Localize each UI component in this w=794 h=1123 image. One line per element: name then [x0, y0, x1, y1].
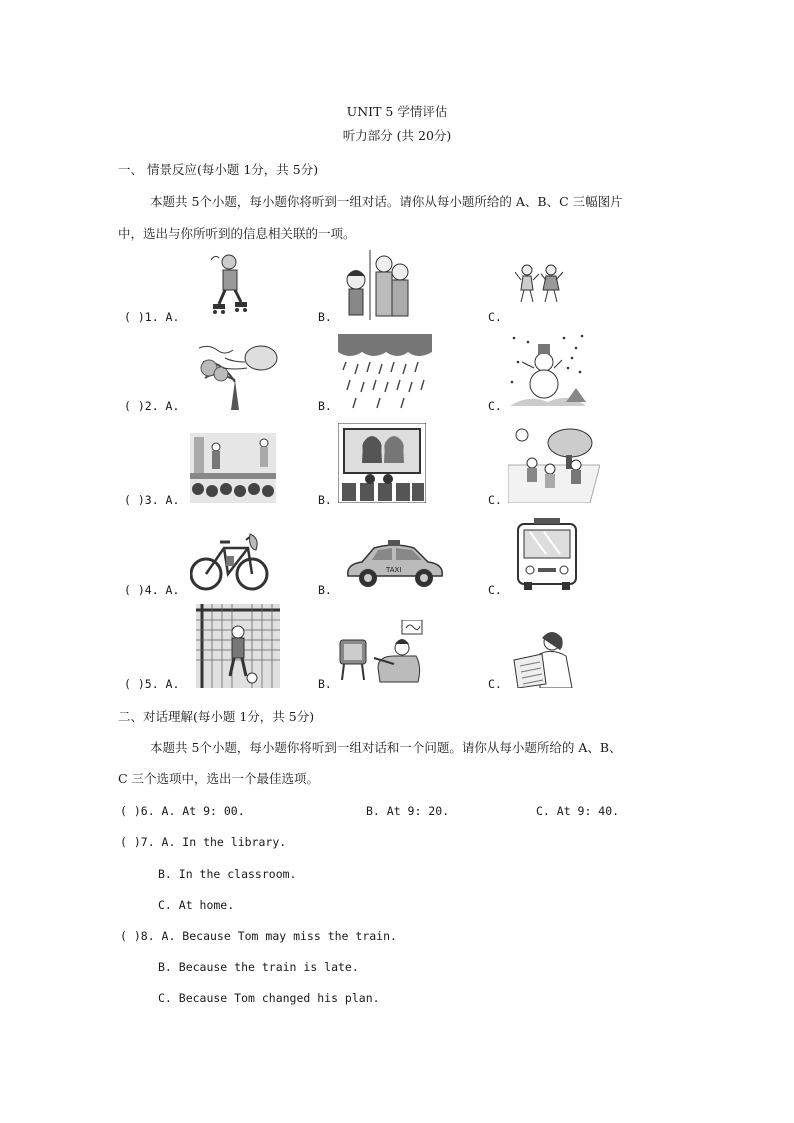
q5-option-b-image[interactable]	[338, 620, 424, 688]
q1-option-a-image[interactable]	[205, 252, 253, 318]
q7-option-b[interactable]: B. In the classroom.	[158, 867, 297, 881]
q4-option-b-image[interactable]	[344, 540, 446, 590]
q2-option-a-image[interactable]	[195, 340, 281, 410]
q8-option-a[interactable]: ( )8. A. Because Tom may miss the train.	[120, 929, 397, 943]
page-title: UNIT 5 学情评估	[346, 104, 448, 119]
q5-option-c-image[interactable]	[512, 630, 576, 688]
section2-intro-line1: 本题共 5个小题，每小题你将听到一组对话和一个问题。请你从每小题所给的 A、B、	[150, 740, 622, 755]
q2-option-c-label: C.	[488, 399, 502, 413]
q5-option-a-image[interactable]	[196, 604, 280, 688]
q1-label: ( )1. A.	[124, 310, 180, 324]
q2-label: ( )2. A.	[124, 399, 180, 413]
section2-heading: 二、对话理解(每小题 1分，共 5分)	[118, 709, 315, 724]
q1-option-b-image[interactable]	[340, 250, 412, 320]
q6-option-c[interactable]: C. At 9: 40.	[536, 804, 620, 818]
q3-option-c-image[interactable]	[508, 425, 600, 503]
q7-option-a[interactable]: ( )7. A. In the library.	[120, 835, 287, 849]
q3-option-b-image[interactable]	[338, 423, 426, 503]
q1-option-b-label: B.	[318, 310, 332, 324]
q4-option-b-label: B.	[318, 583, 332, 597]
q3-option-c-label: C.	[488, 493, 502, 507]
q8-option-c[interactable]: C. Because Tom changed his plan.	[158, 991, 380, 1005]
q3-option-b-label: B.	[318, 493, 332, 507]
q1-option-c-image[interactable]	[515, 262, 565, 306]
q8-option-b[interactable]: B. Because the train is late.	[158, 960, 359, 974]
q6-option-b[interactable]: B. At 9: 20.	[366, 804, 450, 818]
q7-option-c[interactable]: C. At home.	[158, 898, 235, 912]
q2-option-b-image[interactable]	[338, 334, 432, 410]
q2-option-c-image[interactable]	[508, 332, 586, 406]
q6-option-a[interactable]: ( )6. A. At 9: 00.	[120, 804, 245, 818]
q5-option-b-label: B.	[318, 677, 332, 691]
q4-option-c-label: C.	[488, 583, 502, 597]
svg-text:TAXI: TAXI	[386, 566, 402, 574]
q3-label: ( )3. A.	[124, 493, 180, 507]
q4-option-c-image[interactable]	[516, 518, 578, 590]
section1-intro-line1: 本题共 5个小题，每小题你将听到一组对话。请你从每小题所给的 A、B、C 三幅图片	[150, 194, 623, 209]
q5-label: ( )5. A.	[124, 677, 180, 691]
section1-intro-line2: 中，选出与你所听到的信息相关联的一项。	[118, 226, 356, 241]
q1-option-c-label: C.	[488, 310, 502, 324]
q2-option-b-label: B.	[318, 399, 332, 413]
section1-heading: 一、 情景反应(每小题 1分，共 5分)	[118, 162, 319, 177]
q5-option-c-label: C.	[488, 677, 502, 691]
q4-label: ( )4. A.	[124, 583, 180, 597]
q3-option-a-image[interactable]	[190, 433, 276, 503]
section2-intro-line2: C 三个选项中，选出一个最佳选项。	[118, 771, 320, 786]
q4-option-a-image[interactable]	[190, 528, 270, 594]
page-subtitle: 听力部分 (共 20分)	[342, 128, 452, 143]
